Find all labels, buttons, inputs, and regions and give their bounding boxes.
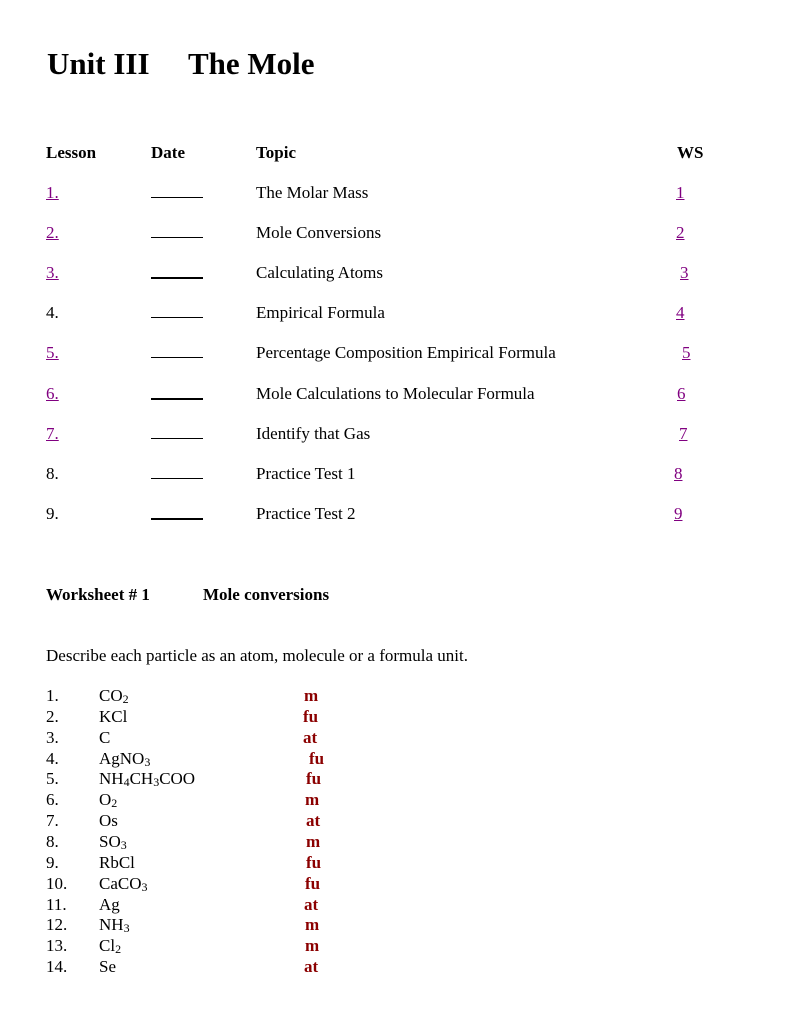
lesson-number-link[interactable]: 2. [46, 223, 59, 242]
date-blank [151, 504, 203, 525]
lesson-number: 9. [46, 504, 59, 523]
question-number: 13. [46, 936, 68, 955]
date-blank [151, 464, 203, 484]
formula-part: COO [159, 769, 196, 788]
question-row [0, 769, 791, 790]
answer-label: m [305, 936, 320, 955]
answer-label: at [303, 728, 318, 747]
question-number: 5. [46, 769, 59, 788]
lesson-topic: Empirical Formula [256, 303, 385, 322]
formula-part: CH [129, 769, 154, 788]
lesson-row [0, 263, 791, 285]
formula-part: Ag [99, 895, 120, 914]
question-number: 1. [46, 686, 59, 705]
date-blank-line [151, 424, 203, 439]
worksheet-link[interactable]: 2 [676, 223, 685, 242]
date-blank [151, 343, 203, 363]
lesson-topic: Mole Calculations to Molecular Formula [256, 384, 535, 403]
formula-part: Cl [99, 936, 116, 955]
question-number: 10. [46, 874, 68, 893]
lesson-row [0, 504, 791, 526]
lesson-topic: The Molar Mass [256, 183, 369, 202]
question-number: 6. [46, 790, 59, 809]
formula-part: Os [99, 811, 118, 830]
chemical-formula [99, 832, 127, 852]
lesson-topic: Practice Test 2 [256, 504, 356, 523]
chemical-formula [99, 874, 148, 894]
date-blank-line [151, 263, 203, 279]
lesson-topic: Mole Conversions [256, 223, 382, 242]
question-row [0, 832, 791, 853]
question-number: 8. [46, 832, 59, 851]
worksheet-link[interactable]: 6 [677, 384, 686, 403]
date-blank-line [151, 504, 203, 520]
date-blank-line [151, 464, 203, 479]
formula-subscript: 4 [123, 775, 130, 789]
question-row [0, 874, 791, 895]
lesson-row [0, 343, 791, 365]
formula-part: O [99, 790, 112, 809]
worksheet-link[interactable]: 8 [674, 464, 683, 483]
date-blank-line [151, 384, 203, 400]
formula-part: NH [99, 915, 124, 934]
page-title: The Mole [188, 46, 315, 81]
worksheet-title: Mole conversions [203, 585, 330, 604]
question-row [0, 686, 791, 707]
header-lesson: Lesson [46, 143, 97, 162]
chemical-formula [99, 895, 120, 915]
formula-part: C [99, 728, 111, 747]
answer-label: at [304, 957, 319, 976]
lesson-topic: Practice Test 1 [256, 464, 356, 483]
formula-subscript: 3 [120, 838, 127, 852]
question-number: 9. [46, 853, 59, 872]
worksheet-link[interactable]: 1 [676, 183, 685, 202]
lesson-number-link[interactable]: 6. [46, 384, 59, 403]
worksheet-link[interactable]: 9 [674, 504, 683, 523]
lesson-row [0, 303, 791, 325]
date-blank [151, 303, 203, 323]
worksheet-label: Worksheet # 1 [46, 585, 150, 604]
formula-part: NH [99, 769, 124, 788]
chemical-formula [99, 811, 118, 831]
chemical-formula [99, 769, 195, 789]
question-number: 4. [46, 749, 59, 768]
question-row [0, 936, 791, 957]
answer-label: fu [306, 853, 322, 872]
answer-label: fu [306, 769, 322, 788]
question-row [0, 957, 791, 978]
question-row [0, 853, 791, 874]
chemical-formula [99, 936, 121, 956]
chemical-formula [99, 790, 117, 810]
lesson-number-link[interactable]: 1. [46, 183, 59, 202]
chemical-formula [99, 957, 116, 977]
worksheet-link[interactable]: 3 [680, 263, 689, 282]
answer-label: fu [305, 874, 321, 893]
header-date: Date [151, 143, 185, 162]
question-row [0, 790, 791, 811]
lesson-row [0, 384, 791, 406]
question-number: 7. [46, 811, 59, 830]
formula-part: SO [99, 832, 121, 851]
date-blank [151, 183, 203, 203]
lesson-row [0, 183, 791, 205]
instructions: Describe each particle as an atom, molecule or a formula unit. [46, 646, 468, 665]
header-ws: WS [677, 143, 704, 162]
answer-label: m [305, 790, 320, 809]
lesson-number-link[interactable]: 5. [46, 343, 59, 362]
question-row [0, 707, 791, 728]
formula-part: AgNO [99, 749, 145, 768]
chemical-formula [99, 749, 150, 769]
unit-label: Unit III [47, 46, 150, 81]
lesson-topic: Calculating Atoms [256, 263, 384, 282]
lesson-row [0, 223, 791, 245]
formula-part: RbCl [99, 853, 135, 872]
question-row [0, 811, 791, 832]
question-row [0, 749, 791, 770]
answer-label: at [304, 895, 319, 914]
formula-subscript: 3 [123, 921, 130, 935]
formula-subscript: 2 [115, 942, 122, 956]
formula-part: Se [99, 957, 116, 976]
chemical-formula [99, 707, 127, 727]
answer-label: fu [303, 707, 319, 726]
lesson-number: 8. [46, 464, 59, 483]
question-row [0, 728, 791, 749]
formula-subscript: 2 [122, 692, 129, 706]
date-blank-line [151, 343, 203, 358]
date-blank-line [151, 303, 203, 318]
answer-label: at [306, 811, 321, 830]
lesson-number-link[interactable]: 7. [46, 424, 59, 443]
question-number: 3. [46, 728, 59, 747]
chemical-formula [99, 686, 129, 706]
chemical-formula [99, 915, 130, 935]
formula-subscript: 2 [111, 796, 118, 810]
chemical-formula [99, 853, 135, 873]
header-topic: Topic [256, 143, 297, 162]
question-number: 14. [46, 957, 68, 976]
lesson-topic: Percentage Composition Empirical Formula [256, 343, 556, 362]
question-number: 12. [46, 915, 68, 934]
formula-subscript: 3 [144, 755, 151, 769]
lesson-row [0, 424, 791, 446]
formula-subscript: 3 [153, 775, 160, 789]
date-blank-line [151, 223, 203, 238]
date-blank [151, 263, 203, 284]
question-row [0, 895, 791, 916]
question-number: 2. [46, 707, 59, 726]
question-number: 11. [46, 895, 67, 914]
worksheet-link[interactable]: 5 [682, 343, 691, 362]
worksheet-link[interactable]: 7 [679, 424, 688, 443]
lesson-row [0, 464, 791, 486]
answer-label: m [305, 915, 320, 934]
chemical-formula [99, 728, 110, 748]
date-blank [151, 424, 203, 444]
lesson-number: 4. [46, 303, 59, 322]
worksheet-link[interactable]: 4 [676, 303, 685, 322]
lesson-number-link[interactable]: 3. [46, 263, 59, 282]
lesson-topic: Identify that Gas [256, 424, 371, 443]
answer-label: m [306, 832, 321, 851]
question-row [0, 915, 791, 936]
answer-label: fu [309, 749, 325, 768]
formula-subscript: 3 [141, 880, 148, 894]
answer-label: m [304, 686, 319, 705]
formula-part: CaCO [99, 874, 142, 893]
formula-part: KCl [99, 707, 128, 726]
date-blank-line [151, 183, 203, 198]
formula-part: CO [99, 686, 123, 705]
date-blank [151, 384, 203, 405]
date-blank [151, 223, 203, 243]
